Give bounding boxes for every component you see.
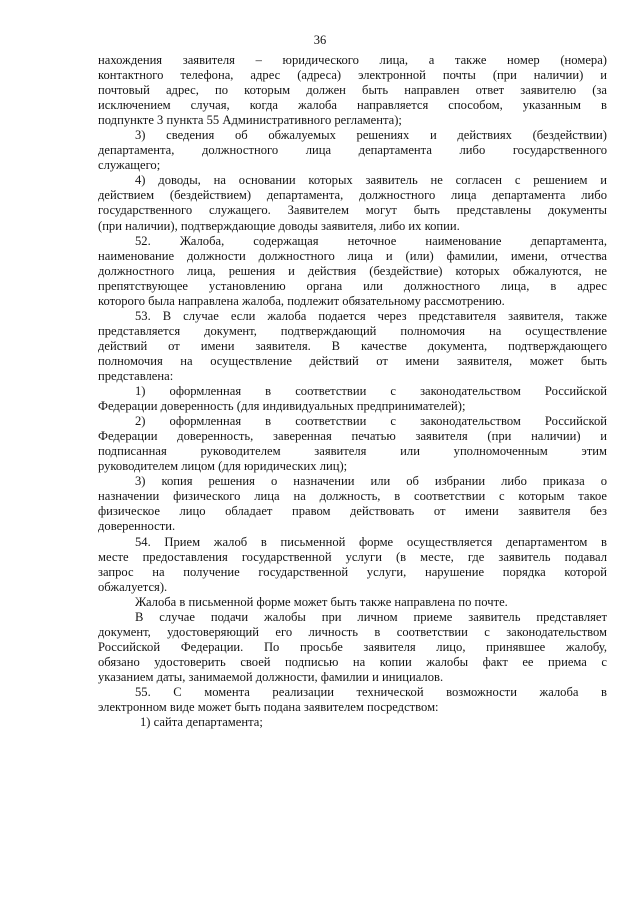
text-line: нахождения заявителя – юридического лица, а также номер (номера) xyxy=(98,53,607,67)
page-number: 36 xyxy=(313,33,327,47)
text-line: Жалоба в письменной форме может быть также направлена по почте. xyxy=(135,594,508,609)
text-line: должностного лица, решения и действия (бездействие) которых обжалуются, не xyxy=(98,263,607,278)
text-line: препятствующее установлению органа или должностного лица, в адрес xyxy=(98,278,607,293)
text-line: почтовый адрес, по которым должен быть направлен ответ заявителю (за xyxy=(98,83,607,98)
text-line: 4) доводы, на основании которых заявитель не согласен с решением и xyxy=(135,173,607,188)
text-line: 3) копия решения о назначении или об избрании либо приказа о xyxy=(135,474,607,489)
text-line: доверенности. xyxy=(98,519,176,534)
text-line: которого была направлена жалоба, подлежит обязательному рассмотрению. xyxy=(98,293,505,308)
text-line: Российской Федерации. По просьбе заявителя лицо, принявшее жалобу, xyxy=(98,639,607,654)
text-line: Федерации доверенность (для индивидуальных предпринимателей); xyxy=(98,399,466,414)
text-line: запрос на получение государственной услуги, нарушение порядка которой xyxy=(98,564,607,579)
text-line: 2) оформленная в соответствии с законодательством Российской xyxy=(135,414,607,429)
text-line: руководителем лицом (для юридических лиц); xyxy=(98,459,348,474)
text-line: государственного служащего. Заявителем могут быть представлены документы xyxy=(98,203,607,218)
text-line: представляется документ, подтверждающий полномочия на осуществление xyxy=(98,323,607,338)
text-line: 53. В случае если жалоба подается через представителя заявителя, также xyxy=(135,308,607,323)
text-line: полномочия на осуществление действий от имени заявителя, может быть xyxy=(98,353,607,368)
text-line: подпункте 3 пункта 55 Административного регламента); xyxy=(98,113,402,128)
text-line: представлена: xyxy=(98,368,174,383)
text-line: 52. Жалоба, содержащая неточное наименование департамента, xyxy=(135,233,607,248)
text-line: действий от имени заявителя. В качестве документа, подтверждающего xyxy=(98,338,607,353)
text-line: электронном виде может быть подана заявителем посредством: xyxy=(98,700,439,715)
text-line: (при наличии), подтверждающие доводы заявителя, либо их копии. xyxy=(98,218,460,233)
text-line: назначении физического лица на должность, в соответствии с которым такое xyxy=(98,489,607,504)
text-line: 3) сведения об обжалуемых решениях и действиях (бездействии) xyxy=(135,128,607,143)
text-line: служащего; xyxy=(98,158,161,173)
text-line: 54. Прием жалоб в письменной форме осуществляется департаментом в xyxy=(135,534,607,549)
text-line: наименование должности должностного лица и (или) фамилии, имени, отчества xyxy=(98,248,607,263)
text-line: указанием даты, занимаемой должности, фамилии и инициалов. xyxy=(98,669,444,684)
document-body-text xyxy=(98,53,607,730)
text-line: департамента, должностного лица департамента либо государственного xyxy=(98,143,607,158)
text-line: действием (бездействием) департамента, должностного лица департамента либо xyxy=(98,188,607,203)
text-line: подписанная руководителем заявителя или уполномоченным этим xyxy=(98,444,607,459)
text-line: 1) сайта департамента; xyxy=(140,715,263,730)
text-line: 55. С момента реализации технической возможности жалоба в xyxy=(135,684,607,699)
text-line: обжалуется). xyxy=(98,579,168,594)
text-line: физическое лицо обладает правом действовать от имени заявителя без xyxy=(98,504,607,519)
text-line: контактного телефона, адрес (адреса) электронной почты (при наличии) и xyxy=(98,68,607,83)
text-line: исключением случая, когда жалоба направляется способом, указанным в xyxy=(98,98,607,113)
text-line: Федерации доверенность, заверенная печатью заявителя (при наличии) и xyxy=(98,429,607,444)
text-line: месте предоставления государственной услуги (в месте, где заявитель подавал xyxy=(98,549,607,564)
text-line: документ, удостоверяющий его личность в соответствии с законодательством xyxy=(98,624,607,639)
text-line: обязано удостоверить своей подписью на копии жалобы факт ее приема с xyxy=(98,654,607,669)
text-line: В случае подачи жалобы при личном приеме заявитель представляет xyxy=(135,609,607,624)
text-line: 1) оформленная в соответствии с законодательством Российской xyxy=(135,384,607,399)
